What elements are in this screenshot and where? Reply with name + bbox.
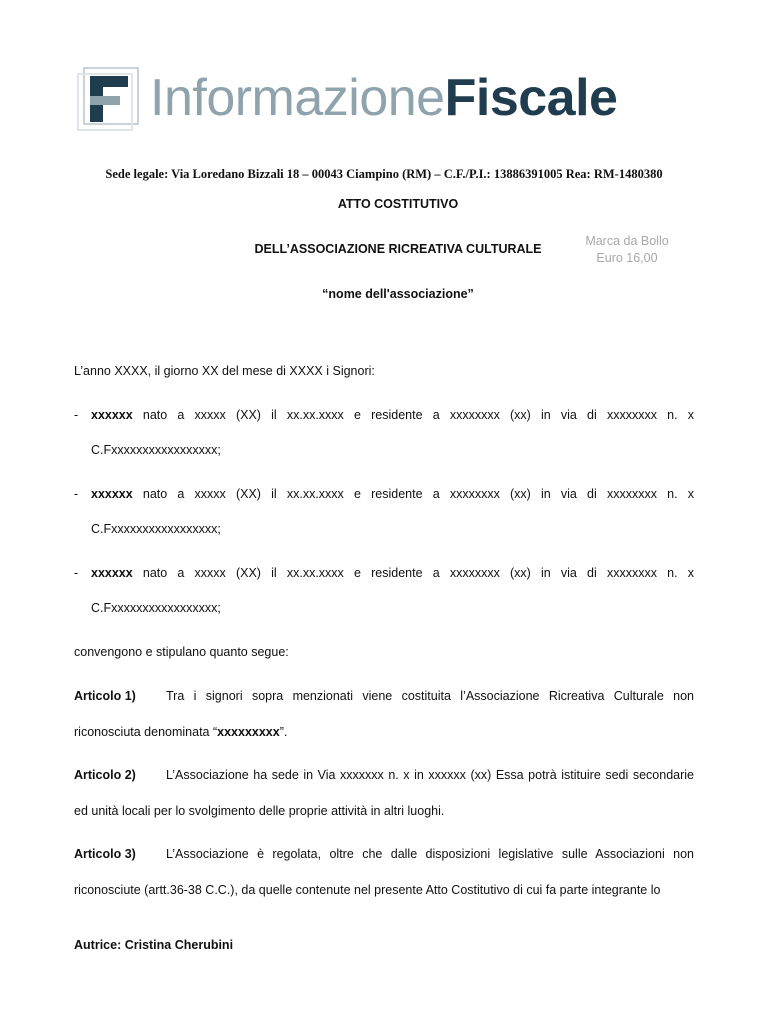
article-label: Articolo 3) [74, 847, 136, 861]
article-text-pre: riconosciute (artt.36-38 C.C.), da quelle contenute nel presente Atto Costitutivo di cui fa parte integrante lo [74, 883, 661, 897]
article-text-line1: Tra i signori sopra menzionati viene costituita l’Associazione Ricreativa Culturale non [166, 689, 694, 703]
article-text-post: ”. [279, 725, 288, 739]
title-nome-associazione: “nome dell'associazione” [322, 287, 474, 301]
person-details [91, 566, 694, 580]
person-birth-residence: nato a xxxxx (XX) il xx.xx.xxxx e residente a xxxxxxxx (xx) in via di xxxxxxxx n. x [142, 487, 694, 501]
article-label: Articolo 2) [74, 768, 136, 782]
list-dash: - [74, 408, 79, 422]
stamp-line-1: Marca da Bollo [585, 234, 669, 248]
marca-da-bollo-box [570, 233, 684, 267]
person-details [91, 408, 694, 422]
informazione-fiscale-logo [76, 62, 696, 134]
convengono-paragraph: convengono e stipulano quanto segue: [74, 645, 289, 659]
article-label: Articolo 1) [74, 689, 136, 703]
sede-legale-line: Sede legale: Via Loredano Bizzali 18 – 00043 Ciampino (RM) – C.F./P.I.: 13886391005 Rea: RM-1480380 [105, 167, 663, 181]
article-text-line1: L’Associazione ha sede in Via xxxxxxx n. x in xxxxxx (xx) Essa potrà istituire sedi secondarie [166, 768, 694, 782]
logo-wordmark [150, 66, 617, 130]
article-text-pre: ed unità locali per lo svolgimento delle proprie attività in altri luoghi. [74, 804, 445, 818]
article-text-pre: riconosciuta denominata “ [74, 725, 218, 739]
article-text-line1: L’Associazione è regolata, oltre che dalle disposizioni legislative sulle Associazioni non [166, 847, 694, 861]
article-text-line2 [74, 883, 660, 897]
logo-text-dark: Fiscale [444, 69, 618, 127]
article-text-bold: xxxxxxxxx [217, 725, 280, 739]
list-dash: - [74, 487, 79, 501]
title-atto-costitutivo: ATTO COSTITUTIVO [337, 197, 459, 211]
person-cf: C.Fxxxxxxxxxxxxxxxxx; [91, 522, 221, 536]
author-line: Autrice: Cristina Cherubini [74, 938, 234, 952]
article-text-line2 [74, 804, 444, 818]
person-details [91, 487, 694, 501]
person-name: xxxxxx [91, 487, 133, 501]
person-birth-residence: nato a xxxxx (XX) il xx.xx.xxxx e residente a xxxxxxxx (xx) in via di xxxxxxxx n. x [142, 566, 694, 580]
person-name: xxxxxx [91, 566, 133, 580]
intro-paragraph: L’anno XXXX, il giorno XX del mese di XXXX i Signori: [74, 364, 375, 378]
person-cf: C.Fxxxxxxxxxxxxxxxxx; [91, 601, 221, 615]
logo-text-light: Informazione [150, 69, 445, 127]
person-cf: C.Fxxxxxxxxxxxxxxxxx; [91, 443, 221, 457]
f-letter-logo-icon [76, 62, 146, 132]
article-text-line2 [74, 725, 287, 739]
list-dash: - [74, 566, 79, 580]
person-name: xxxxxx [91, 408, 133, 422]
person-birth-residence: nato a xxxxx (XX) il xx.xx.xxxx e residente a xxxxxxxx (xx) in via di xxxxxxxx n. x [142, 408, 694, 422]
title-associazione: DELL’ASSOCIAZIONE RICREATIVA CULTURALE [254, 242, 542, 256]
stamp-line-2: Euro 16,00 [596, 251, 658, 265]
